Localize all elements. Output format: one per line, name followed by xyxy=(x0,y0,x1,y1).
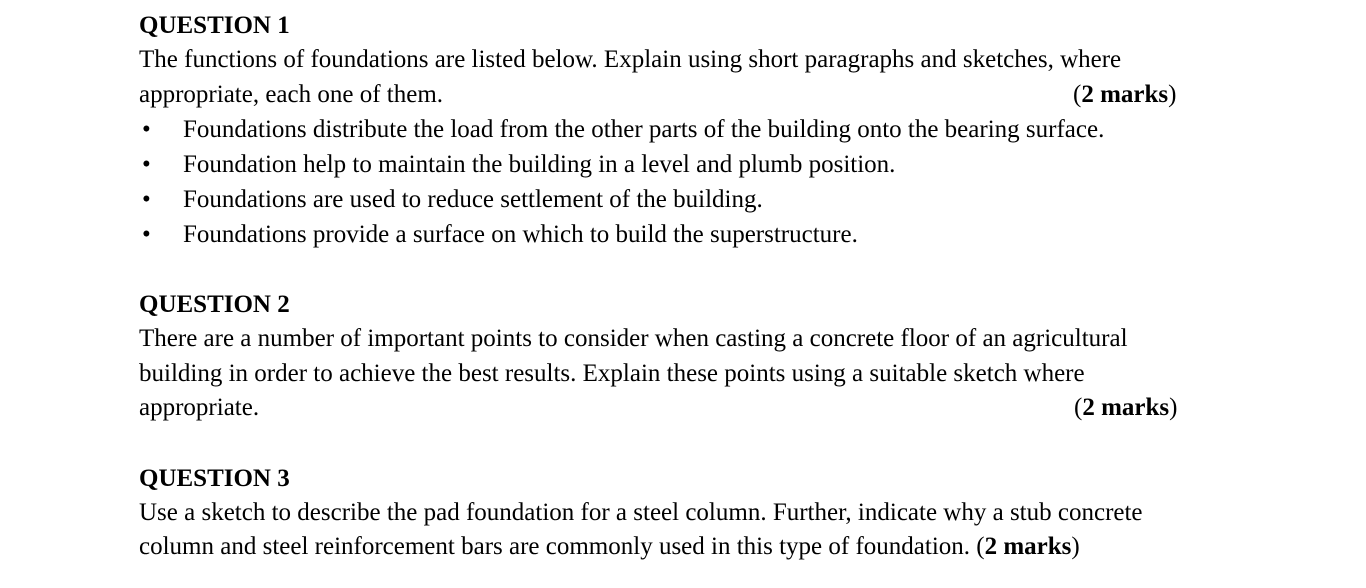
bullet-icon: • xyxy=(142,151,151,178)
bullet-icon: • xyxy=(142,186,151,213)
list-item-text: Foundations distribute the load from the other parts of the building onto the bearing surface. xyxy=(183,116,1105,143)
spacer xyxy=(139,252,1289,287)
list-item-text: Foundation help to maintain the building in a level and plumb position. xyxy=(183,151,896,178)
question-2-marks: (2 marks) xyxy=(1074,394,1178,421)
question-2-text-line-3-content: appropriate. xyxy=(139,394,260,421)
list-item-text: Foundations provide a surface on which to build the superstructure. xyxy=(183,221,858,248)
document-page xyxy=(139,8,1289,565)
list-item-text: Foundations are used to reduce settlement of the building. xyxy=(183,186,763,213)
question-1-bullet-list xyxy=(139,112,1289,252)
question-2-text-line-3 xyxy=(139,391,1289,426)
list-item xyxy=(139,182,1289,217)
question-3-text-line-2-content: column and steel reinforcement bars are commonly used in this type of foundation. xyxy=(139,533,977,560)
bullet-icon: • xyxy=(142,221,151,248)
question-1-marks: (2 marks) xyxy=(1073,80,1177,108)
list-item xyxy=(139,217,1289,252)
question-1 xyxy=(139,8,1289,252)
spacer xyxy=(139,426,1289,461)
question-2-text-line-1: There are a number of important points to consider when casting a concrete floor of an agricultural xyxy=(139,325,1128,352)
question-3-heading: QUESTION 3 xyxy=(139,464,290,492)
list-item xyxy=(139,147,1289,182)
question-2-heading: QUESTION 2 xyxy=(139,291,290,318)
question-3 xyxy=(139,461,1289,565)
question-3-marks: (2 marks) xyxy=(976,533,1080,560)
question-3-text-line-2 xyxy=(139,530,1289,565)
bullet-icon: • xyxy=(142,116,151,143)
question-2-text-line-2: building in order to achieve the best results. Explain these points using a suitable sketch where xyxy=(139,359,1085,387)
question-1-text-line-2 xyxy=(139,78,1289,113)
question-2 xyxy=(139,287,1289,426)
question-1-text-line-1: The functions of foundations are listed below. Explain using short paragraphs and sketches, where xyxy=(139,46,1122,73)
question-3-text-line-1: Use a sketch to describe the pad foundation for a steel column. Further, indicate why a stub concrete xyxy=(139,498,1143,526)
question-1-text-line-2-content: appropriate, each one of them. xyxy=(139,80,444,108)
question-1-heading: QUESTION 1 xyxy=(139,12,290,39)
list-item xyxy=(139,112,1289,147)
